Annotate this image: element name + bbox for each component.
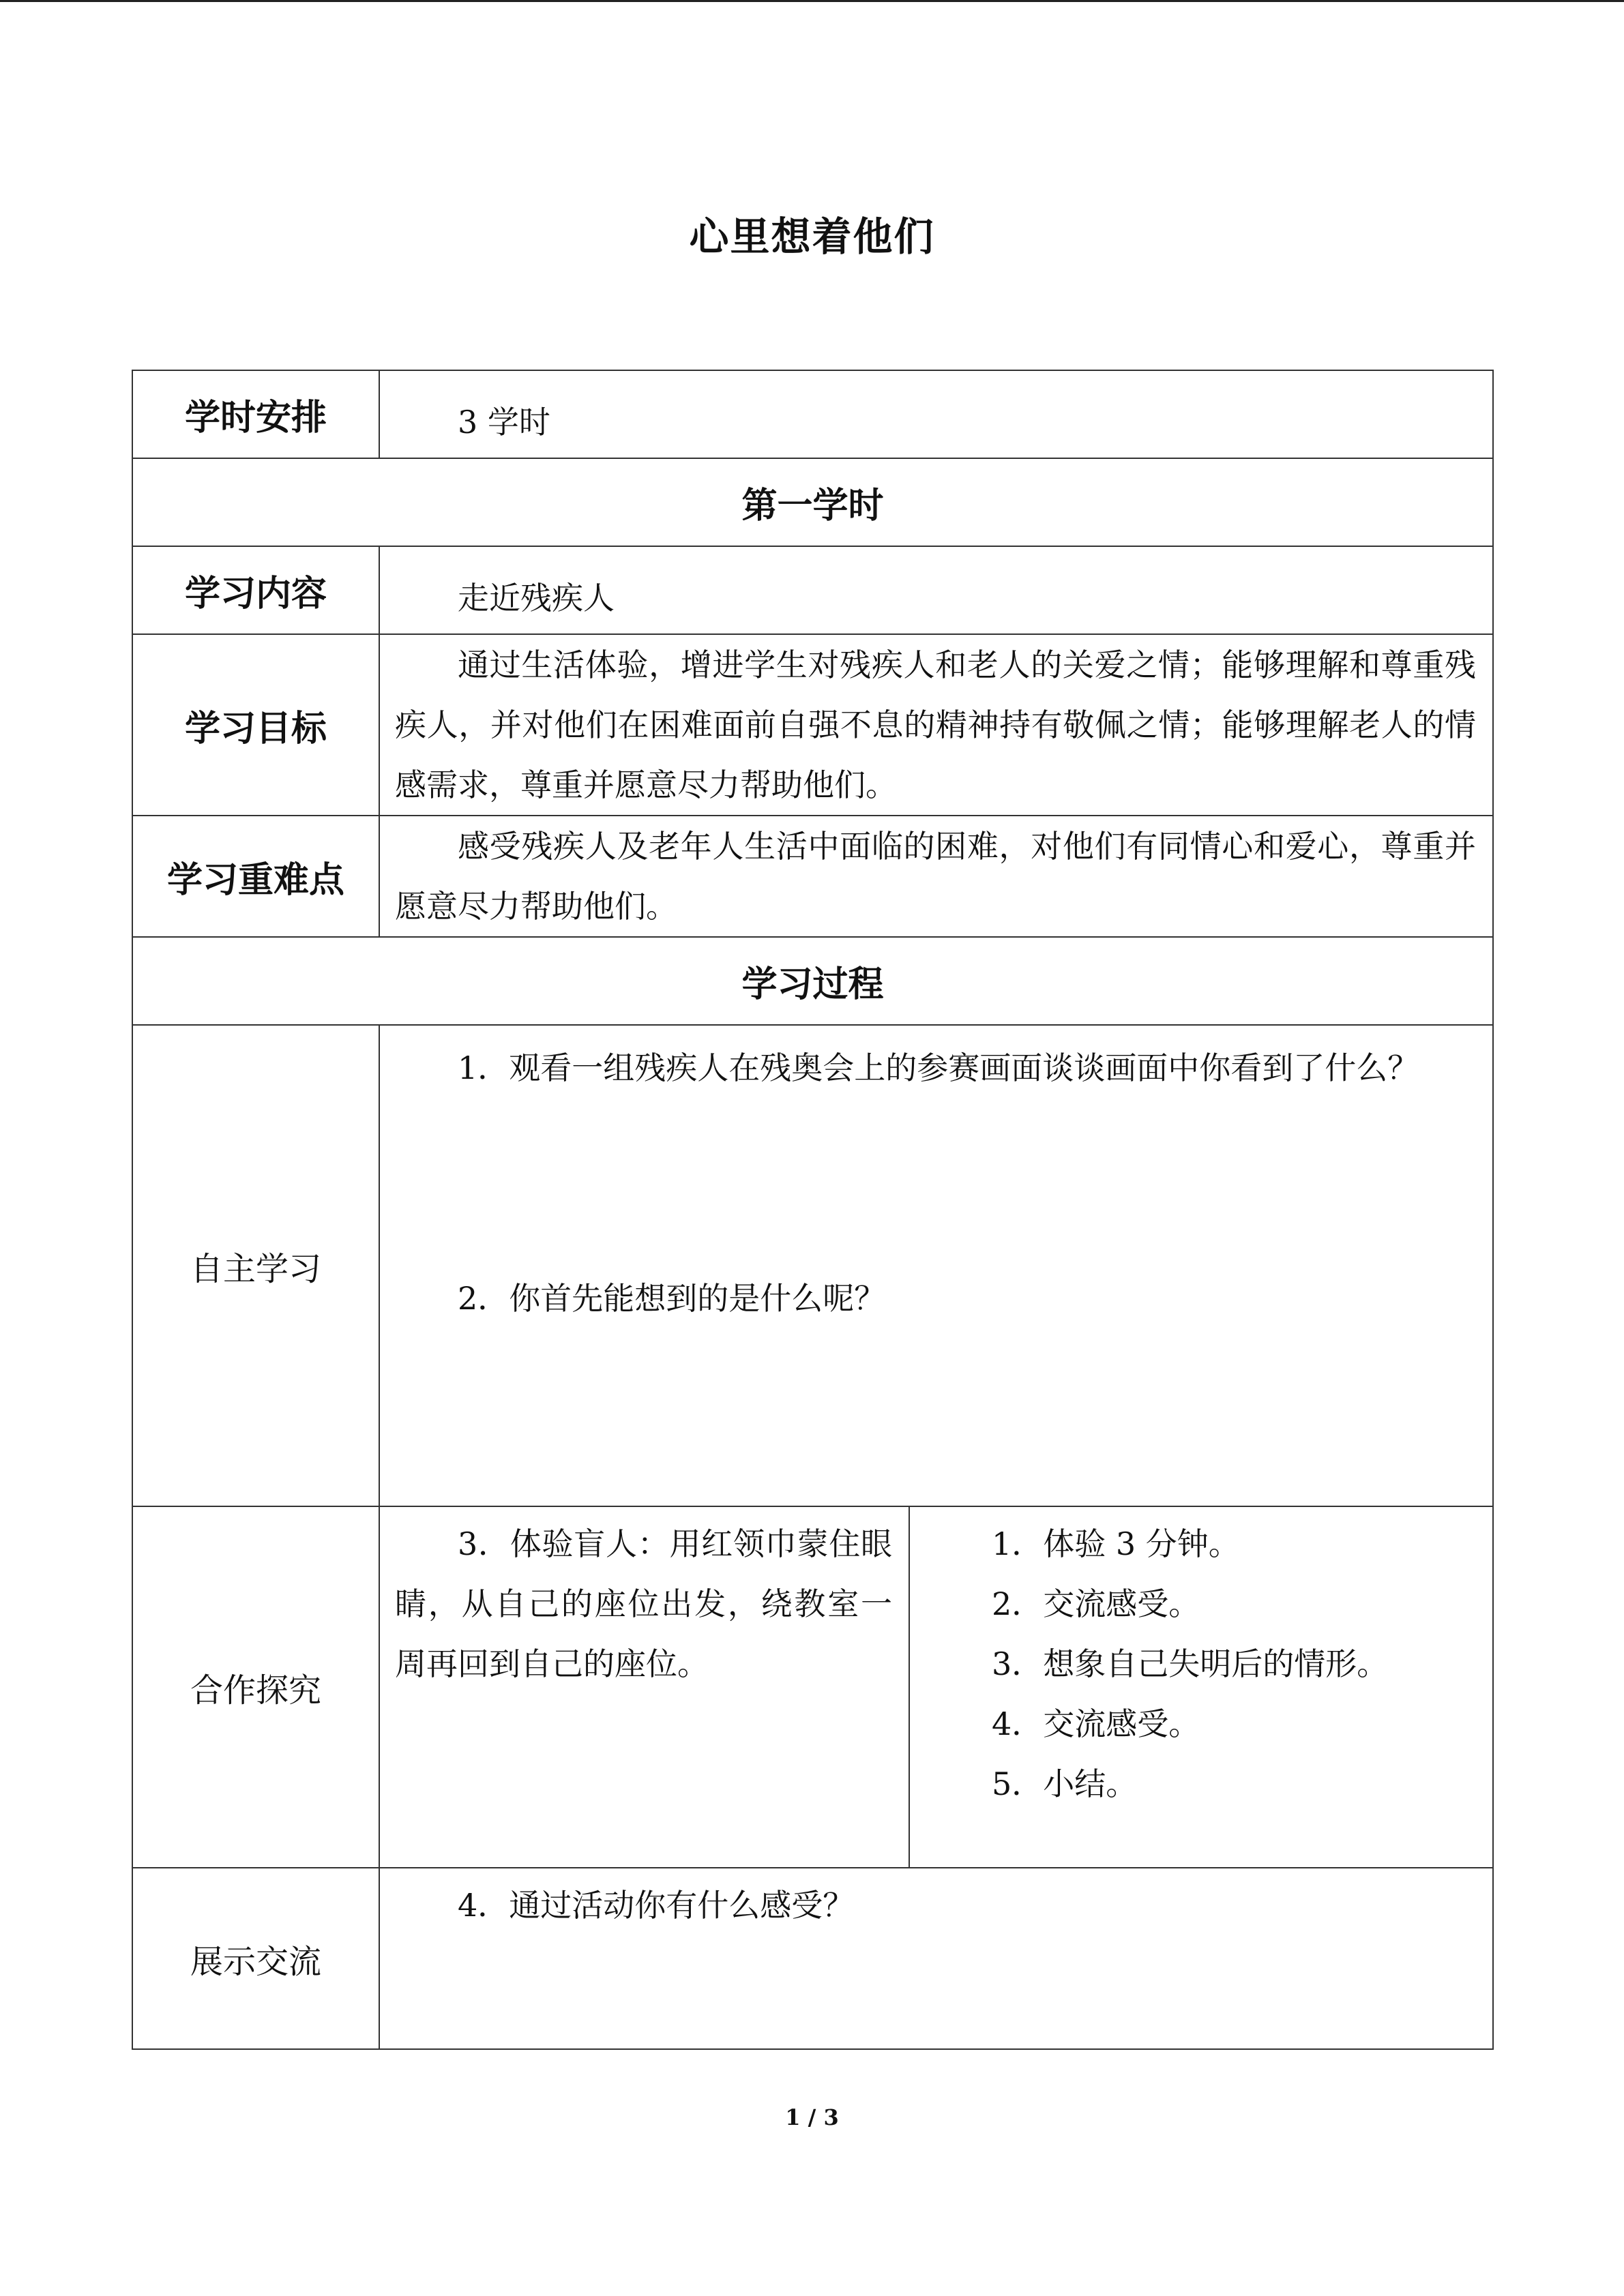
row-self-study — [132, 1025, 1493, 1506]
self-study-question-2: 2．你首先能想到的是什么呢？ — [458, 1280, 886, 1317]
schedule-label: 学时安排 — [132, 370, 379, 458]
objectives-value: 通过生活体验，增进学生对残疾人和老人的关爱之情；能够理解和尊重残疾人，并对他们在困难面前自强不息的精神持有敬佩之情；能够理解老人的情感需求，尊重并愿意尽力帮助他们。 — [379, 634, 1493, 816]
cooperate-label: 合作探究 — [132, 1506, 379, 1868]
cooperate-task: 3．体验盲人：用红领巾蒙住眼睛，从自己的座位出发，绕教室一周再回到自己的座位。 — [379, 1506, 909, 1868]
content-value: 走近残疾人 — [379, 546, 1493, 634]
section-learning-process: 学习过程 — [132, 937, 1493, 1025]
row-schedule — [132, 370, 1493, 458]
row-keypoints — [132, 816, 1493, 937]
answer-space-1 — [395, 1098, 1476, 1268]
section-first-period: 第一学时 — [132, 458, 1493, 546]
steps-list — [992, 1514, 1476, 1814]
page-top-border — [0, 0, 1624, 2]
lesson-plan-table — [132, 370, 1494, 2050]
step-item: 1．体验 3 分钟。 — [992, 1525, 1240, 1562]
showcase-label: 展示交流 — [132, 1868, 379, 2049]
row-section-2 — [132, 937, 1493, 1025]
document-title: 心里想着他们 — [689, 213, 935, 260]
keypoints-value: 感受残疾人及老年人生活中面临的困难，对他们有同情心和爱心，尊重并愿意尽力帮助他们。 — [379, 816, 1493, 937]
row-objectives — [132, 634, 1493, 816]
showcase-question-4: 4．通过活动你有什么感受？ — [379, 1868, 1493, 2049]
step-item: 3．想象自己失明后的情形。 — [992, 1645, 1389, 1682]
self-study-content — [379, 1025, 1493, 1506]
content-label: 学习内容 — [132, 546, 379, 634]
step-item: 5．小结。 — [992, 1765, 1138, 1802]
row-section-1 — [132, 458, 1493, 546]
self-study-label: 自主学习 — [132, 1025, 379, 1506]
keypoints-label: 学习重难点 — [132, 816, 379, 937]
cooperate-steps — [909, 1506, 1493, 1868]
row-showcase — [132, 1868, 1493, 2049]
row-content — [132, 546, 1493, 634]
schedule-value: 3 学时 — [379, 370, 1493, 458]
self-study-question-1: 1．观看一组残疾人在残奥会上的参赛画面谈谈画面中你看到了什么？ — [458, 1049, 1419, 1086]
step-item: 4．交流感受。 — [992, 1705, 1200, 1742]
row-cooperate — [132, 1506, 1493, 1868]
step-item: 2．交流感受。 — [992, 1585, 1200, 1622]
objectives-label: 学习目标 — [132, 634, 379, 816]
page-number: 1 / 3 — [785, 2104, 839, 2130]
